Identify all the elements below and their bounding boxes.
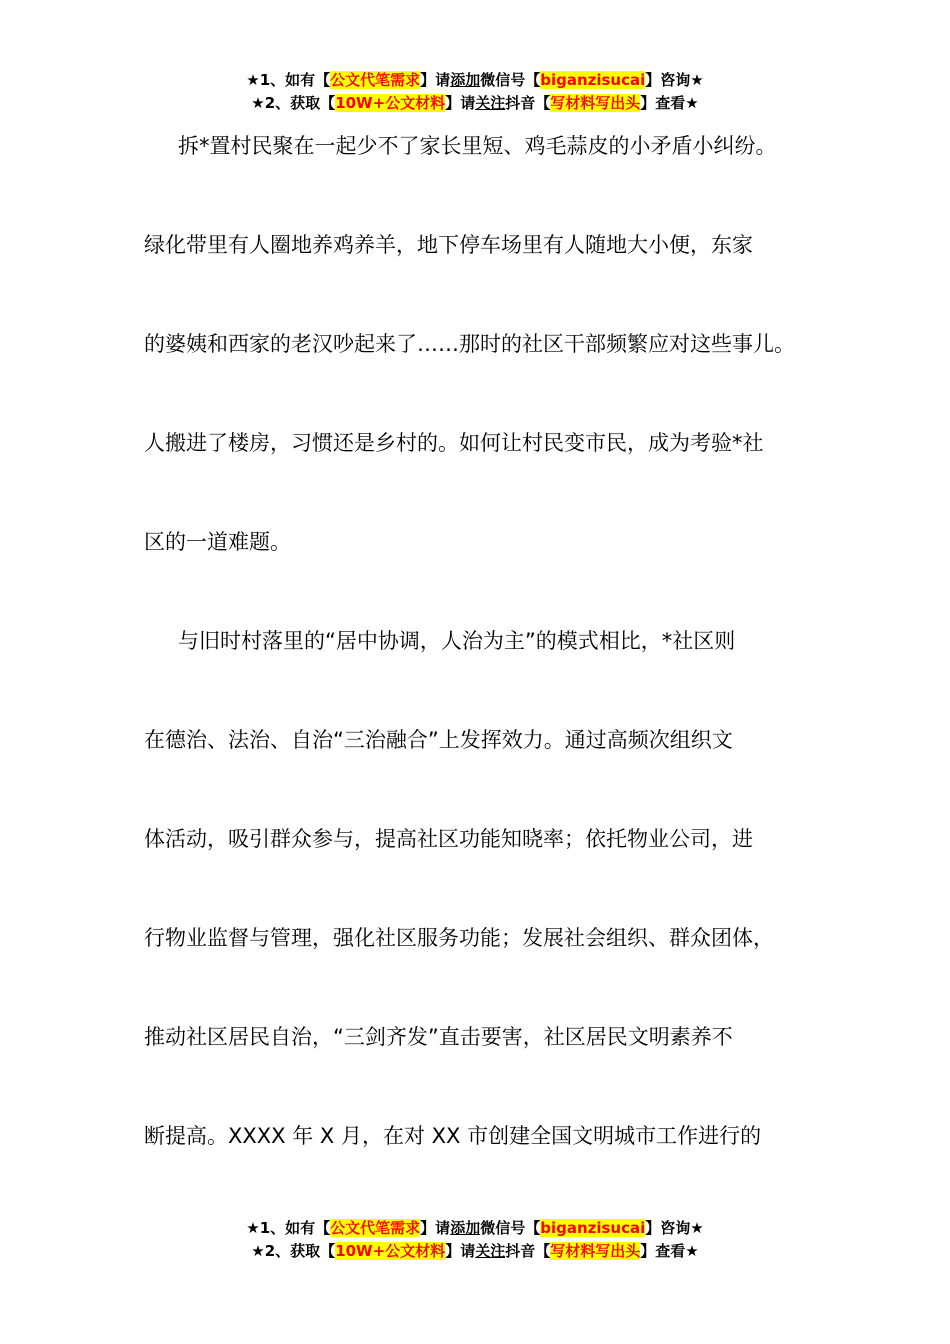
emphasis-text: 添加 [450,71,481,89]
banner-text: 】请 [420,71,451,89]
banner-line-2 [0,1240,950,1263]
banner-text: 微信号【 [480,1219,541,1237]
banner-text: 】查看★ [640,94,699,112]
highlight-text: 10W+公文材料 [335,1242,446,1260]
paragraph-line: 的婆姨和西家的老汉吵起来了……那时的社区干部频繁应对这些事儿。 [144,332,795,356]
document-body [144,118,834,1207]
banner-text: 】请 [445,1242,476,1260]
paragraph-line: 体活动，吸引群众参与，提高社区功能知晓率；依托物业公司，进 [144,827,753,851]
banner-text: ★1、如有【 [246,71,331,89]
douyin-account-highlight: 写材料写出头 [550,1242,641,1260]
paragraph-line: 推动社区居民自治，“三剑齐发”直击要害，社区居民文明素养不 [144,1025,733,1049]
highlight-text: 公文代笔需求 [330,71,421,89]
banner-text: 抖音【 [505,1242,551,1260]
emphasis-text: 关注 [475,94,506,112]
banner-text: 微信号【 [480,71,541,89]
banner-text: ★2、获取【 [251,94,336,112]
paragraph-line: 与旧时村落里的“居中协调，人治为主”的模式相比，*社区则 [178,629,736,653]
banner-line-1 [0,1217,950,1240]
paragraph-line: 断提高。XXXX 年 X 月，在对 XX 市创建全国文明城市工作进行的 [144,1124,762,1148]
header-banner [0,69,950,115]
banner-text: 】咨询★ [645,71,704,89]
banner-text: 】咨询★ [645,1219,704,1237]
banner-text: 抖音【 [505,94,551,112]
banner-text: 】请 [420,1219,451,1237]
footer-banner [0,1217,950,1263]
banner-text: ★1、如有【 [246,1219,331,1237]
banner-text: 】请 [445,94,476,112]
emphasis-text: 关注 [475,1242,506,1260]
banner-text: ★2、获取【 [251,1242,336,1260]
wechat-id-highlight: biganzisucai [540,1219,646,1237]
emphasis-text: 添加 [450,1219,481,1237]
banner-line-1 [0,69,950,92]
banner-text: 】查看★ [640,1242,699,1260]
paragraph-line: 区的一道难题。 [144,530,291,554]
wechat-id-highlight: biganzisucai [540,71,646,89]
paragraph-line: 人搬进了楼房，习惯还是乡村的。如何让村民变市民，成为考验*社 [144,431,764,455]
highlight-text: 10W+公文材料 [335,94,446,112]
paragraph-line: 行物业监督与管理，强化社区服务功能；发展社会组织、群众团体， [144,926,774,950]
paragraph-line: 绿化带里有人圈地养鸡养羊，地下停车场里有人随地大小便，东家 [144,233,753,257]
paragraph-line: 拆*置村民聚在一起少不了家长里短、鸡毛蒜皮的小矛盾小纠纷。 [178,134,777,158]
highlight-text: 公文代笔需求 [330,1219,421,1237]
banner-line-2 [0,92,950,115]
paragraph-line: 在德治、法治、自治“三治融合”上发挥效力。通过高频次组织文 [144,728,733,752]
douyin-account-highlight: 写材料写出头 [550,94,641,112]
